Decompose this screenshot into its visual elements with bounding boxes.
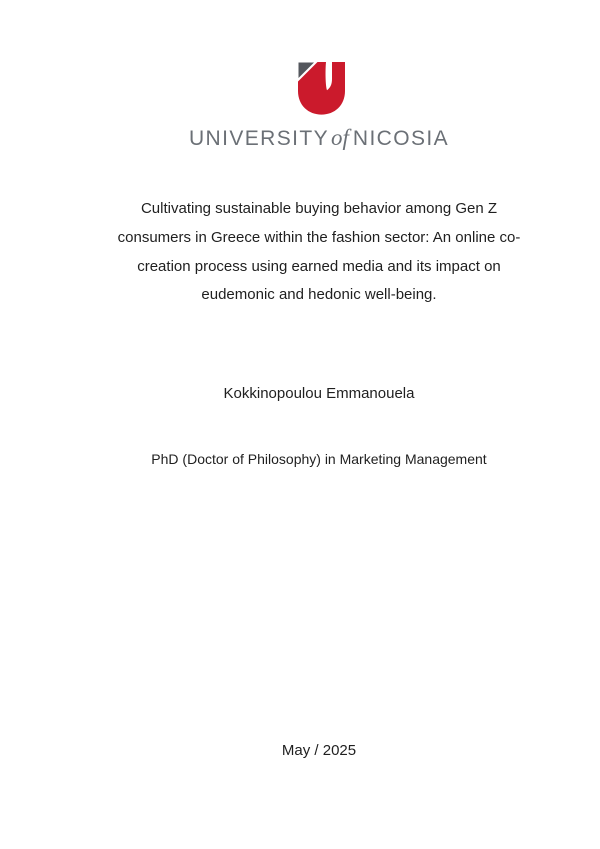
- thesis-title-line: Cultivating sustainable buying behavior among Gen Z: [140, 200, 498, 217]
- thesis-title-line: eudemonic and hedonic well-being.: [201, 286, 437, 304]
- thesis-title: [38, 195, 600, 310]
- author-name: Kokkinopoulou Emmanouela: [223, 385, 415, 402]
- thesis-title-line: creation process using earned media and its impact on: [137, 257, 501, 275]
- degree-program: PhD (Doctor of Philosophy) in Marketing Management: [151, 451, 487, 467]
- thesis-title-line: consumers in Greece within the fashion sector: An online co-: [117, 228, 521, 246]
- university-logo-icon: [298, 62, 345, 115]
- wordmark-of: of: [330, 125, 349, 150]
- wordmark-university: UNIVERSITY: [188, 127, 329, 150]
- wordmark-nicosia: NICOSIA: [352, 127, 450, 150]
- submission-date: May / 2025: [281, 742, 357, 759]
- university-logo-wordmark: [38, 126, 600, 151]
